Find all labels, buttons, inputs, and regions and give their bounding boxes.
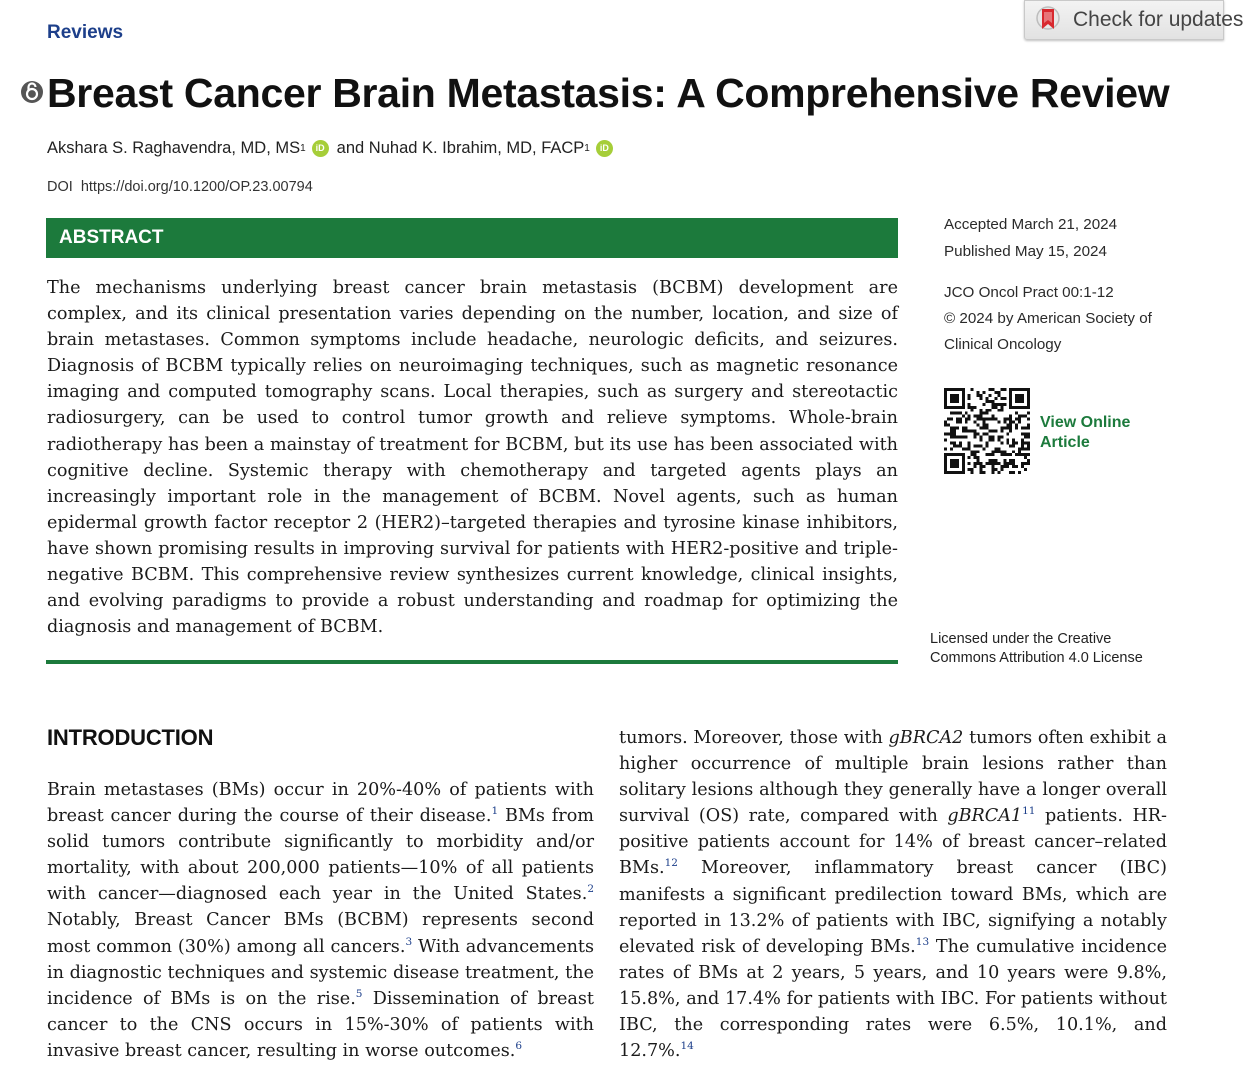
reference-link[interactable]: 14 — [680, 1040, 694, 1053]
reference-link[interactable]: 6 — [515, 1040, 523, 1053]
body-sentence: tumors often exhibit a higher occurrence of multiple brain lesions rather than solitary lesions although they generally have a longer overall survival (OS) rate, compared with — [619, 728, 1167, 827]
article-title: Breast Cancer Brain Metastasis: A Comprehensive Review — [47, 70, 1170, 116]
license-line: Licensed under the Creative — [930, 631, 1112, 647]
accepted-date: Accepted March 21, 2024 — [944, 216, 1118, 233]
doi-line — [47, 179, 313, 195]
copyright-line: © 2024 by American Society of — [944, 310, 1152, 327]
doi-label: DOI — [47, 179, 73, 195]
body-sentence: Dissemination of breast cancer to the CNS occurs in 15%-30% of patients with invasive breast cancer, resulting in worse outcomes. — [47, 988, 594, 1061]
abstract-body: The mechanisms underlying breast cancer brain metastasis (BCBM) development are complex, and its clinical presentation varies depending on the number, location, and size of brain metastases. Common symptoms include headache, neurologic deficits, and seizures. Diagnosis of BCBM typically relies on neuroimaging techniques, such as magnetic resonance imaging and computed tomography scans. Local therapies, such as surgery and stereotactic radiosurgery, can be used to control tumor growth and relieve symptoms. Whole-brain radiotherapy has been a mainstay of treatment for BCBM, but its use has been associated with cognitive decline. Systemic therapy with chemotherapy and targeted agents plays an increasingly important role in the management of BCBM. Novel agents, such as human epidermal growth factor receptor 2 (HER2)–targeted therapies and tyrosine kinase inhibitors, have shown promising results in improving survival for patients with HER2-positive and triple-negative BCBM. This comprehensive review synthesizes current knowledge, clinical insights, and evolving paradigms to provide a robust understanding and roadmap for optimizing the diagnosis and management of BCBM. — [47, 278, 898, 638]
gene-name: gBRCA2 — [888, 728, 964, 748]
author-list: Akshara S. Raghavendra, MD, MS 1 iD and Nuhad K. Ibrahim, MD, FACP 1 iD — [47, 139, 621, 158]
view-online-article-link[interactable] — [1040, 413, 1130, 453]
reference-link[interactable]: 2 — [587, 883, 594, 896]
abstract-heading: ABSTRACT — [46, 218, 898, 258]
gene-name: gBRCA1 — [947, 806, 1023, 827]
author-name[interactable]: Akshara S. Raghavendra, MD, MS — [47, 139, 301, 157]
author-separator: and — [336, 139, 365, 157]
body-sentence: patients. HR-positive patients account for 14% of breast cancer–related BMs. — [619, 806, 1167, 879]
license-note[interactable] — [930, 630, 1143, 668]
body-sentence: tumors. Moreover, those with — [619, 728, 889, 748]
section-label[interactable]: Reviews — [47, 22, 124, 43]
license-line: Commons Attribution 4.0 License — [930, 650, 1143, 666]
copyright-line: Clinical Oncology — [944, 336, 1062, 353]
author-name[interactable]: Nuhad K. Ibrahim, MD, FACP — [368, 139, 585, 157]
open-access-icon — [20, 80, 44, 104]
view-online-line: View Online — [1040, 414, 1131, 431]
reference-link[interactable]: 5 — [355, 987, 363, 1000]
check-updates-label: Check for updates — [1073, 8, 1243, 31]
reference-link[interactable]: 11 — [1022, 805, 1036, 818]
check-for-updates-button[interactable] — [1024, 0, 1243, 40]
body-sentence: Brain metastases (BMs) occur in 20%-40% of patients with breast cancer during the course of their disease. — [47, 780, 594, 827]
abstract-divider — [46, 660, 898, 664]
crossmark-icon — [1035, 5, 1061, 35]
reference-link[interactable]: 1 — [491, 805, 499, 818]
introduction-heading: INTRODUCTION — [47, 725, 214, 750]
doi-link[interactable]: https://doi.org/10.1200/OP.23.00794 — [80, 179, 313, 195]
body-sentence: The cumulative incidence rates of BMs at 2 years, 5 years, and 10 years were 9.8%, 15.8%, and 17.4% for patients with IBC. For patients without IBC, the corresponding rates were 6.5%, 10.1%, and 12.7%. — [619, 936, 1167, 1062]
qr-code-icon[interactable] — [944, 388, 1030, 474]
introduction-right-column — [619, 725, 1167, 1064]
reference-link[interactable]: 13 — [915, 935, 930, 948]
body-sentence: With advancements in diagnostic techniques and systemic disease treatment, the incidence of BMs is on the rise. — [47, 936, 594, 1009]
body-sentence: BMs from solid tumors contribute significantly to morbidity and/or mortality, with about 200,000 patients—10% of all patients with cancer—diagnosed each year in the United States. — [47, 806, 594, 905]
orcid-icon[interactable]: iD — [312, 140, 329, 157]
body-sentence: Moreover, inflammatory breast cancer (IBC) manifests a significant predilection toward BMs, which are reported in 13.2% of patients with IBC, signifying a notably elevated risk of developing BMs. — [619, 858, 1167, 957]
body-sentence: Notably, Breast Cancer BMs (BCBM) represents second most common (30%) among all cancers. — [47, 910, 594, 957]
published-date: Published May 15, 2024 — [944, 243, 1107, 260]
view-online-line: Article — [1040, 434, 1090, 451]
reference-link[interactable]: 3 — [405, 935, 413, 948]
orcid-icon[interactable]: iD — [596, 140, 613, 157]
introduction-left-column — [47, 777, 594, 1064]
journal-citation: JCO Oncol Pract 00:1-12 — [944, 284, 1114, 301]
reference-link[interactable]: 12 — [664, 857, 678, 870]
